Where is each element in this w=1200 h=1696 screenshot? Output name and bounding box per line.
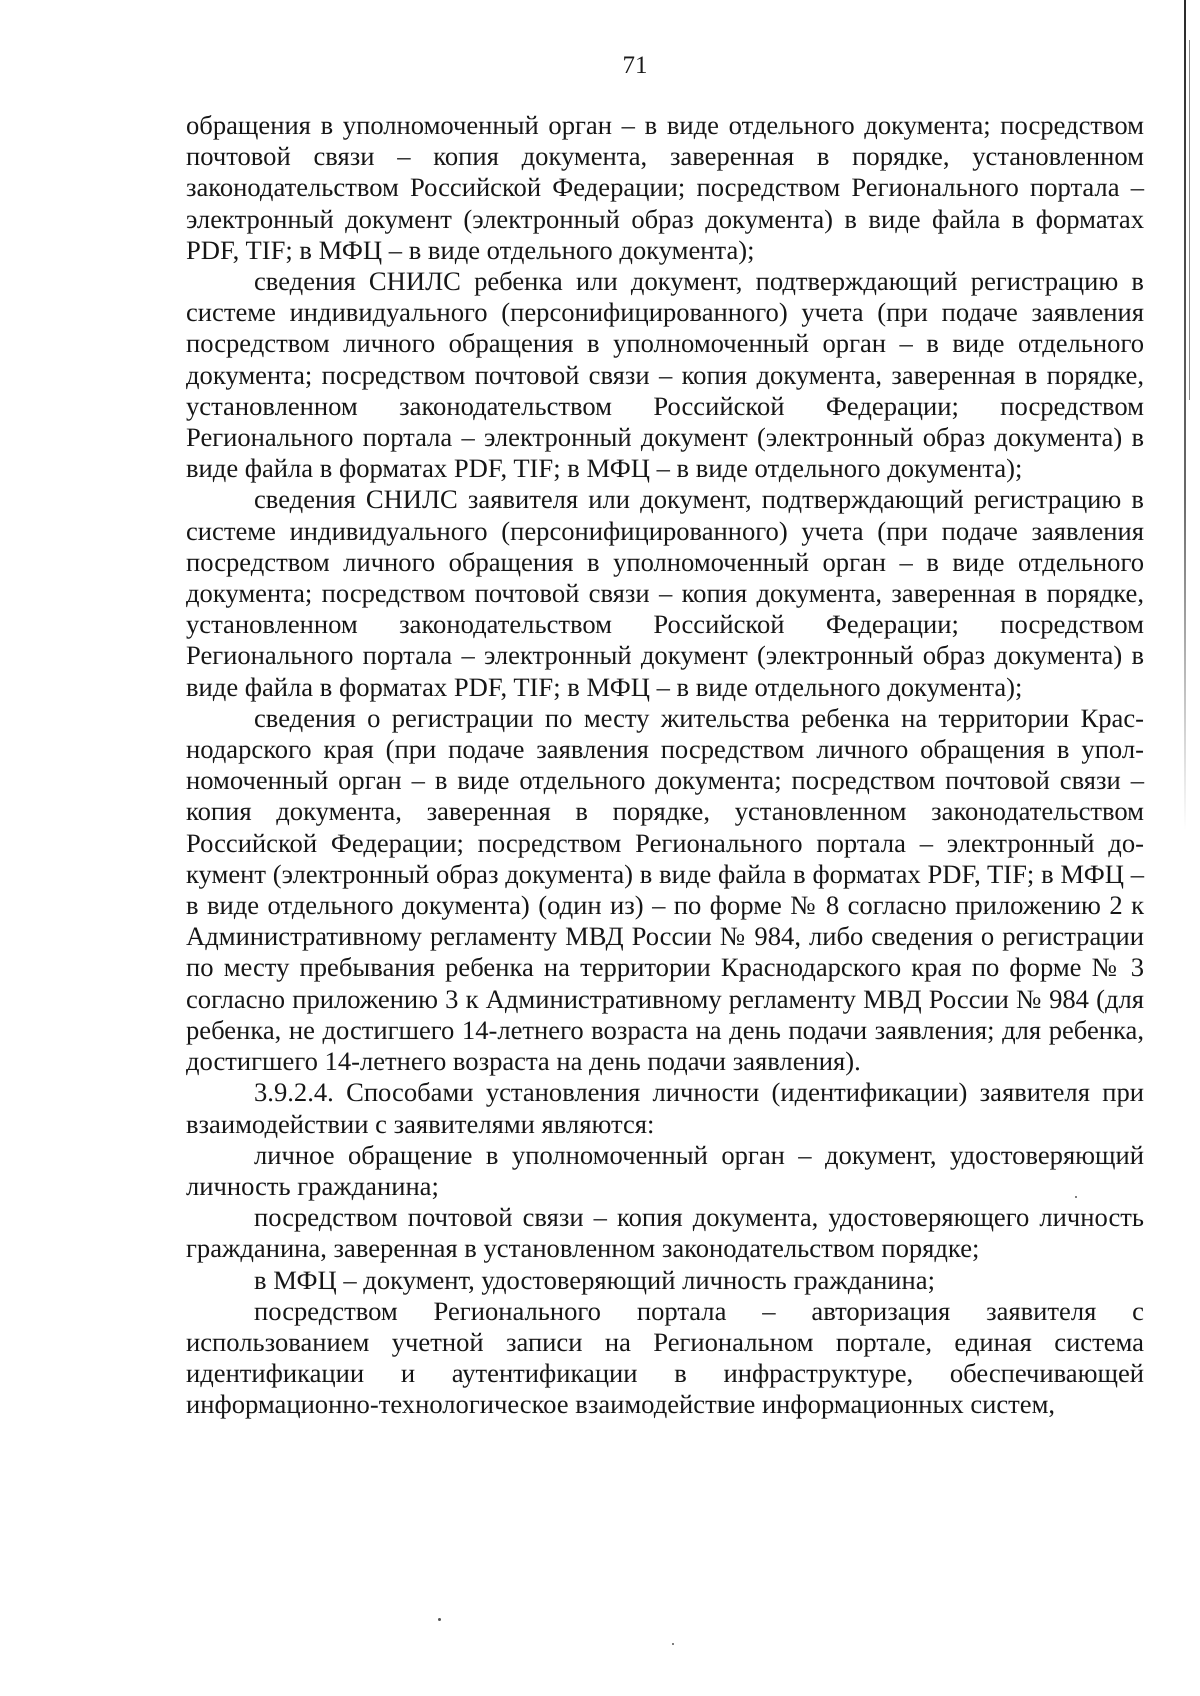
paragraph-continuation: обращения в уполномоченный орган – в виде отдельного документа; посредством почтовой связи – копия документа, заверенная в порядке, установленном законодательством Российской Федерации; посредством Регионального портала – электронный документ (электронный образ документа) в виде файла в форматах PDF, TIF; в МФЦ – в виде отдельного документа);: [186, 110, 1144, 265]
paragraph-snils-applicant: сведения СНИЛС заявителя или документ, подтверждающий регистрацию в системе индивидуального (персонифицированного) учета (при подаче заявления посредством личного обращения в уполномоченный орган – в виде отдельного документа; посредством почтовой связи – копия документа, заверенная в порядке, установленном законодательством Российской Федерации; посредством Регионального портала – электронный документ (электронный образ документа) в виде файла в форматах PDF, TIF; в МФЦ – в виде отдельного документа);: [186, 484, 1144, 702]
paragraph-postal: посредством почтовой связи – копия документа, удостоверяющего личность гражданина, заверенная в установленном законодательством порядке;: [186, 1202, 1144, 1264]
paragraph-identification-methods: 3.9.2.4. Способами установления личности (идентификации) заявителя при взаимодействии с заявителями являются:: [186, 1077, 1144, 1139]
paragraph-regional-portal: посредством Регионального портала – авторизация заявителя с использованием учетной записи на Региональном портале, единая система идентификации и аутентификации в инфраструктуре, обеспечивающей информационно-технологическое взаимодействие информационных систем,: [186, 1295, 1144, 1420]
paragraph-mfc: в МФЦ – документ, удостоверяющий личность гражданина;: [254, 1264, 935, 1295]
paragraph-personal-visit: личное обращение в уполномоченный орган – документ, удостоверяющий личность гражданина;: [186, 1139, 1144, 1201]
scan-edge-line: [1184, 0, 1186, 830]
scan-speck: [672, 1643, 674, 1645]
page-number: 71: [622, 52, 648, 79]
scan-edge-line-secondary: [1189, 40, 1190, 400]
paragraph-registration: сведения о регистрации по месту жительства ребенка на территории Краснодарского края (при подаче заявления посредством личного обращения в уполномоченный орган – в виде отдельного документа; посредством почтовой связи – копия документа, заверенная в порядке, установленном законодательством Российской Федерации; посредством Регионального портала – электронный документ (электронный образ документа) в виде файла в форматах PDF, TIF; в МФЦ – в виде отдельного документа) (один из) – по форме № 8 согласно приложению 2 к Административному регламенту МВД России № 984, либо сведения о регистрации по месту пребывания ребенка на территории Краснодарского края по форме № 3 согласно приложению 3 к Административному регламенту МВД России № 984 (для ребенка, не достигшего 14-летнего возраста на день подачи заявления; для ребенка, достигшего 14-летнего возраста на день подачи заявления).: [186, 702, 1144, 1077]
document-body: [186, 110, 1144, 1421]
paragraph-snils-child: сведения СНИЛС ребенка или документ, подтверждающий регистрацию в системе индивидуального (персонифицированного) учета (при подаче заявления посредством личного обращения в уполномоченный орган – в виде отдельного документа; посредством почтовой связи – копия документа, заверенная в порядке, установленном законодательством Российской Федерации; посредством Регионального портала – электронный документ (электронный образ документа) в виде файла в форматах PDF, TIF; в МФЦ – в виде отдельного документа);: [186, 266, 1144, 484]
scan-speck: [438, 1618, 441, 1621]
scan-speck: [1075, 1196, 1077, 1198]
